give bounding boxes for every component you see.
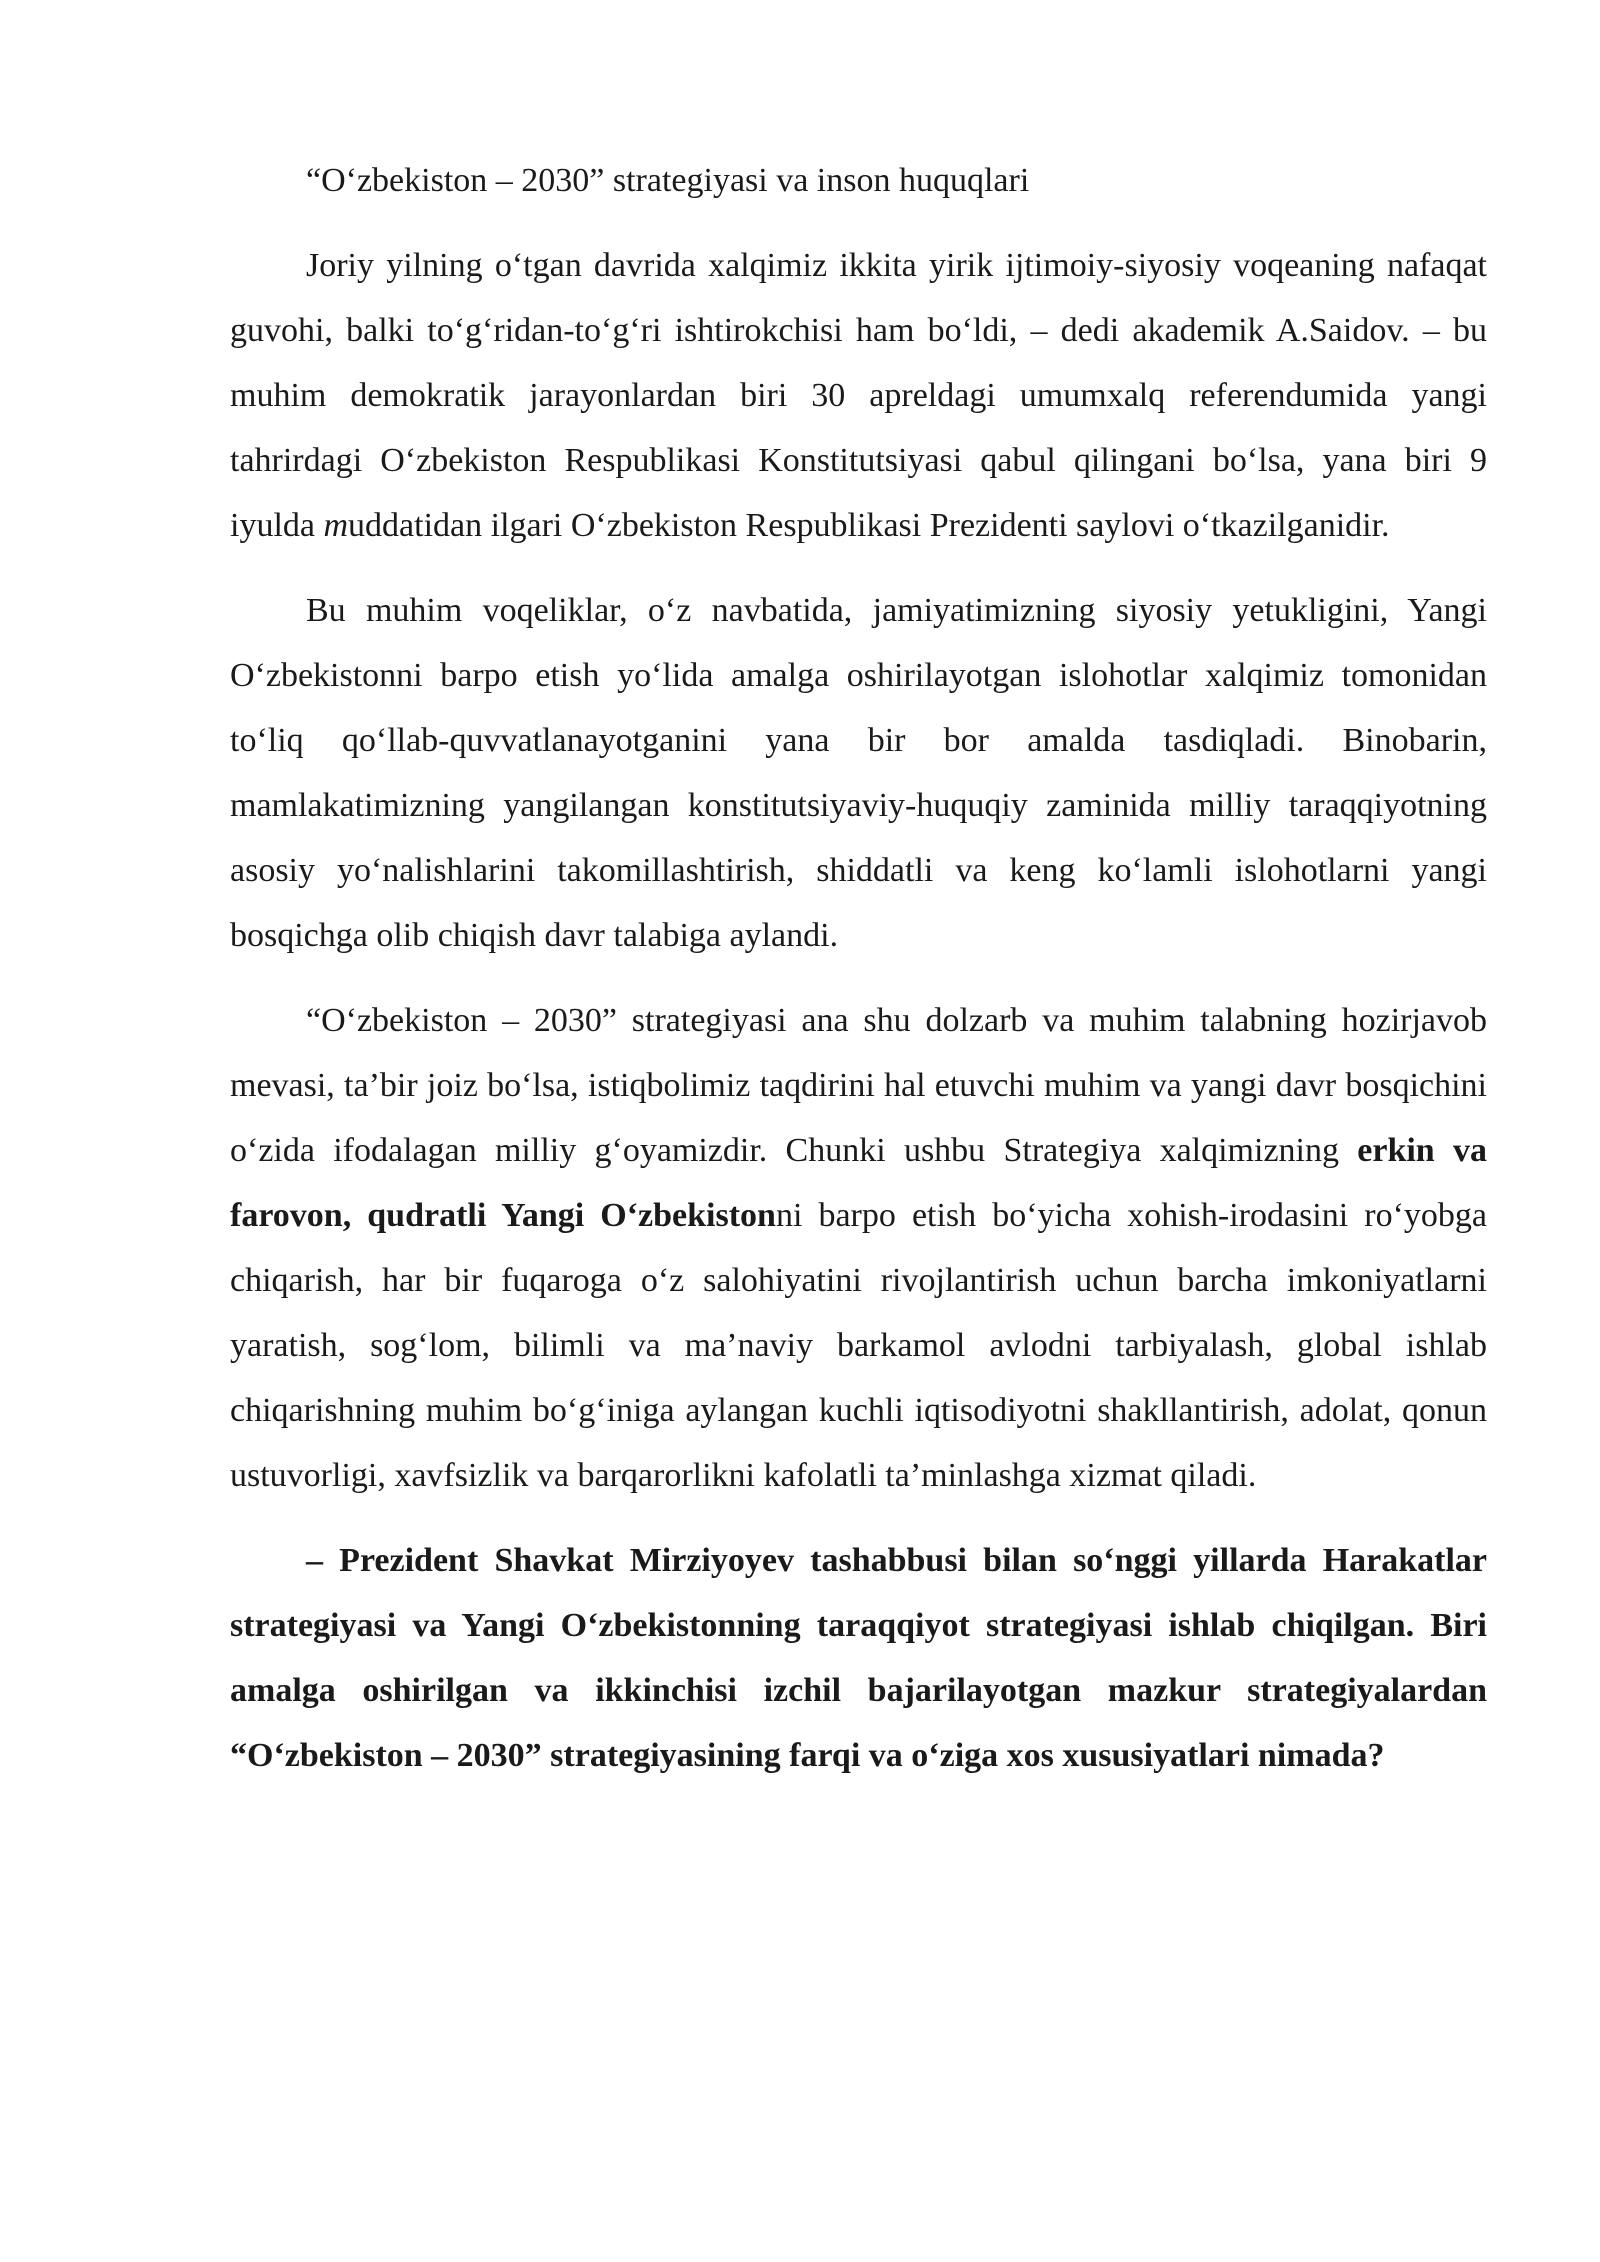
- paragraph-3-text-a: “O‘zbekiston – 2030” strategiyasi ana shu dolzarb va muhim talabning hozirjavob mevasi, ta’bir joiz bo‘lsa, istiqbolimiz taqdirini hal etuvchi muhim va yangi davr bosqichini o‘zida ifodalagan milliy g‘oyamizdir. Chunki ushbu Strategiya xalqimizning: [230, 1002, 1487, 1169]
- paragraph-2: Bu muhim voqeliklar, o‘z navbatida, jamiyatimizning siyosiy yetukligini, Yangi O‘zbekistonni barpo etish yo‘lida amalga oshirilayotgan islohotlar xalqimiz tomonidan to‘liq qo‘llab-quvvatlanayotganini yana bir bor amalda tasdiqladi. Binobarin, mamlakatimizning yangilangan konstitutsiyaviy-huquqiy zaminida milliy taraqqiyotning asosiy yo‘nalishlarini takomillashtirish, shiddatli va keng ko‘lamli islohotlarni yangi bosqichga olib chiqish davr talabiga aylandi.: [230, 592, 1487, 954]
- paragraph-3-text-b: ni barpo etish bo‘yicha xohish-irodasini ro‘yobga chiqarish, har bir fuqaroga o‘z salohiyatini rivojlantirish uchun barcha imkoniyatlarni yaratish, sog‘lom, bilimli va ma’naviy barkamol avlodni tarbiyalash, global ishlab chiqarishning muhim bo‘g‘iniga aylangan kuchli iqtisodiyotni shakllantirish, adolat, qonun ustuvorligi, xavfsizlik va barqarorlikni kafolatli ta’minlashga xizmat qiladi.: [230, 1197, 1487, 1494]
- document-page: [230, 148, 1487, 1808]
- paragraph-1: [230, 233, 1487, 558]
- paragraph-1-italic-letter: m: [323, 507, 349, 544]
- interview-question: – Prezident Shavkat Mirziyoyev tashabbusi bilan so‘nggi yillarda Harakatlar strategiyasi va Yangi O‘zbekistonning taraqqiyot strategiyasi ishlab chiqilgan. Biri amalga oshirilgan va ikkinchisi izchil bajarilayotgan mazkur strategiyalardan “O‘zbekiston – 2030” strategiyasining farqi va o‘ziga xos xususiyatlari nimada?: [230, 1542, 1487, 1774]
- document-title: “O‘zbekiston – 2030” strategiyasi va inson huquqlari: [306, 162, 1030, 199]
- paragraph-3-bold-phrase: erkin va farovon, qudratli Yangi O‘zbekiston: [230, 1132, 1487, 1234]
- paragraph-1-text-a: Joriy yilning o‘tgan davrida xalqimiz ikkita yirik ijtimoiy-siyosiy voqeaning nafaqat guvohi, balki to‘g‘ridan-to‘g‘ri ishtirokchisi ham bo‘ldi, – dedi akademik A.Saidov. – bu muhim demokratik jarayonlardan biri 30 apreldagi umumxalq referendumida yangi tahrirdagi O‘zbekiston Respublikasi Konstitutsiyasi qabul qilingani bo‘lsa, yana biri 9 iyulda: [230, 247, 1487, 544]
- paragraph-1-text-b: uddatidan ilgari O‘zbekiston Respublikasi Prezidenti saylovi o‘tkazilganidir.: [348, 507, 1390, 544]
- paragraph-3: [230, 988, 1487, 1508]
